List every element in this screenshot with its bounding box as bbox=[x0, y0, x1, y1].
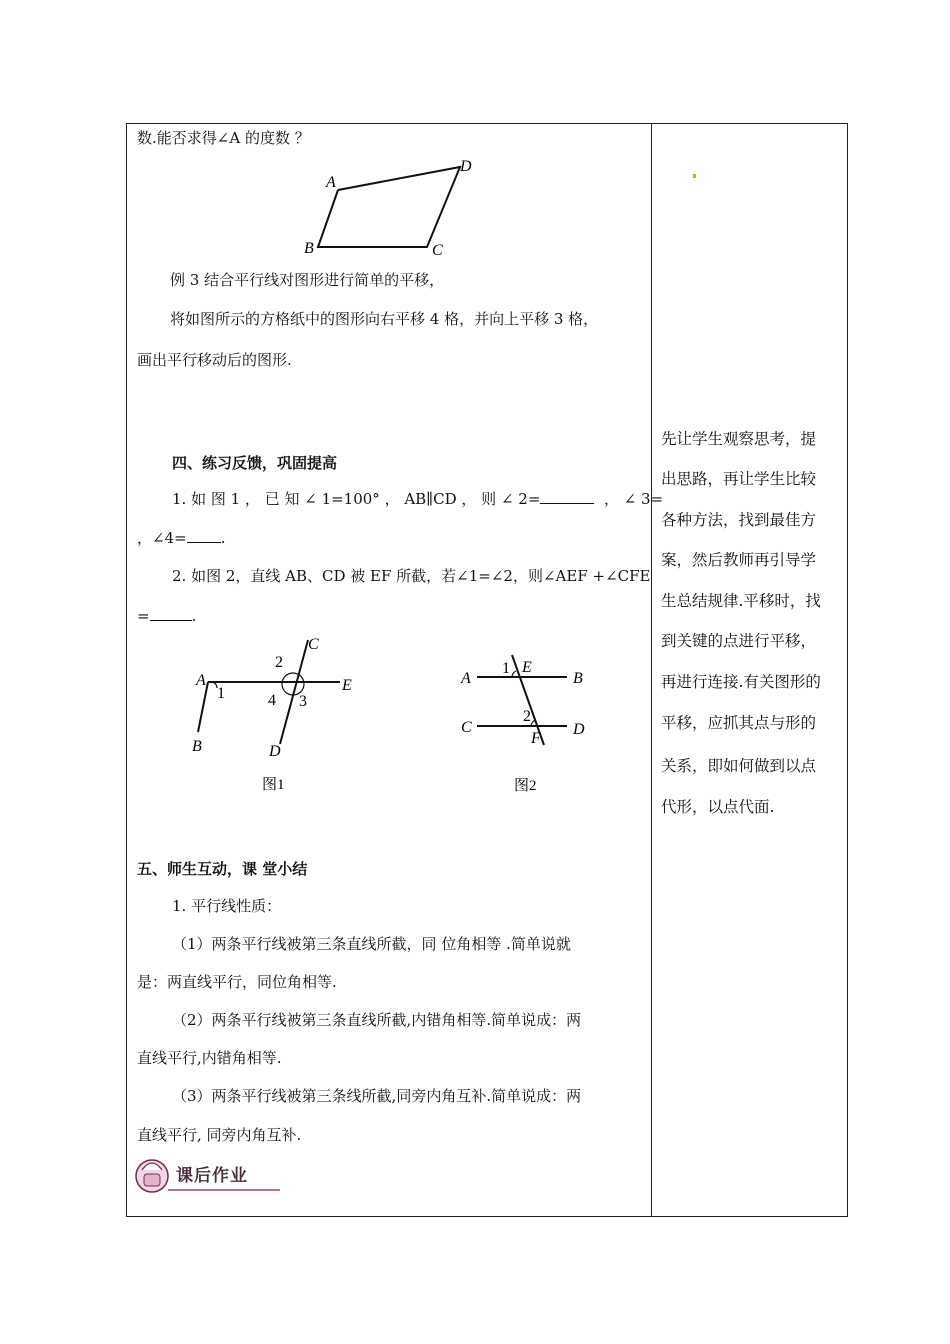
summary-item1-line2: 是：两直线平行，同位角相等. bbox=[137, 973, 337, 991]
fig2-label-E: E bbox=[522, 659, 532, 676]
accent-dot bbox=[693, 174, 696, 178]
example3-line3: 画出平行移动后的图形. bbox=[137, 351, 292, 369]
summary-heading: 1. 平行线性质： bbox=[172, 897, 282, 915]
question1-line1: 1. 如 图 1 ， 已 知 ∠ 1=100° ， AB∥CD ， 则 ∠ 2= ， ∠ 3= bbox=[172, 490, 664, 508]
note-line-2: 出思路，再让学生比较 bbox=[661, 470, 817, 488]
fig1-label-C: C bbox=[308, 636, 319, 653]
figure2 bbox=[455, 645, 605, 800]
note-line-5: 生总结规律.平移时，找 bbox=[661, 592, 821, 610]
label-D: D bbox=[460, 158, 472, 175]
section4-title: 四、练习反馈，巩固提高 bbox=[172, 454, 338, 472]
fig1-label-A: A bbox=[196, 672, 206, 689]
column-divider bbox=[651, 123, 652, 1217]
label-B: B bbox=[304, 240, 314, 257]
label-A: A bbox=[326, 174, 336, 191]
label-C: C bbox=[432, 242, 443, 259]
parallelogram-figure bbox=[300, 155, 490, 260]
fig2-label-C: C bbox=[461, 719, 472, 736]
summary-item2-line1: （2）两条平行线被第三条直线所截,内错角相等.简单说成：两 bbox=[172, 1011, 582, 1029]
note-line-1: 先让学生观察思考，提 bbox=[661, 430, 817, 448]
example3-line1: 例 3 结合平行线对图形进行简单的平移， bbox=[170, 271, 445, 289]
note-line-9: 关系，即如何做到以点 bbox=[661, 757, 817, 775]
question2-line2: = . bbox=[137, 607, 197, 625]
fig1-label-2: 2 bbox=[275, 654, 283, 671]
question2-line1: 2. 如图 2，直线 AB、CD 被 EF 所截，若∠1=∠2，则∠AEF +∠CFE bbox=[172, 567, 651, 585]
summary-item1-line1: （1）两条平行线被第三条直线所截，同 位角相等 .简单说就 bbox=[172, 935, 571, 953]
note-line-6: 到关键的点进行平移， bbox=[661, 632, 817, 650]
summary-item3-line1: （3）两条平行线被第三条线所截,同旁内角互补.简单说成：两 bbox=[172, 1087, 582, 1105]
fig2-caption: 图2 bbox=[514, 778, 537, 794]
figure1 bbox=[190, 632, 370, 802]
summary-item2-line2: 直线平行,内错角相等. bbox=[137, 1049, 282, 1067]
note-line-8: 平移，应抓其点与形的 bbox=[661, 714, 817, 732]
note-line-10: 代形，以点代面. bbox=[661, 798, 775, 816]
fig2-label-F: F bbox=[531, 730, 541, 747]
fig2-label-1: 1 bbox=[502, 660, 510, 677]
homework-badge-label: 课后作业 bbox=[176, 1166, 248, 1186]
example3-line2: 将如图所示的方格纸中的图形向右平移 4 格，并向上平移 3 格， bbox=[170, 310, 599, 328]
fig2-label-D: D bbox=[573, 721, 585, 738]
fig2-label-B: B bbox=[573, 670, 583, 687]
fig1-label-1: 1 bbox=[217, 685, 225, 702]
section5-title: 五、师生互动，课 堂小结 bbox=[137, 860, 308, 878]
summary-item3-line2: 直线平行, 同旁内角互补. bbox=[137, 1126, 302, 1144]
fig2-label-2: 2 bbox=[523, 708, 531, 725]
fig1-label-B: B bbox=[192, 738, 202, 755]
fig1-label-3: 3 bbox=[299, 693, 307, 710]
fig1-caption: 图1 bbox=[262, 777, 285, 793]
fig2-label-A: A bbox=[461, 670, 471, 687]
fig1-label-D: D bbox=[269, 743, 281, 760]
note-line-3: 各种方法，找到最佳方 bbox=[661, 511, 817, 529]
note-line-4: 案，然后教师再引导学 bbox=[661, 551, 817, 569]
question-text: 数.能否求得∠A 的度数 ？ bbox=[137, 129, 310, 147]
note-line-7: 再进行连接.有关图形的 bbox=[661, 673, 821, 691]
question1-line2: ，∠4= . bbox=[137, 529, 226, 547]
fig1-label-4: 4 bbox=[268, 692, 276, 709]
fig1-label-E: E bbox=[342, 677, 352, 694]
